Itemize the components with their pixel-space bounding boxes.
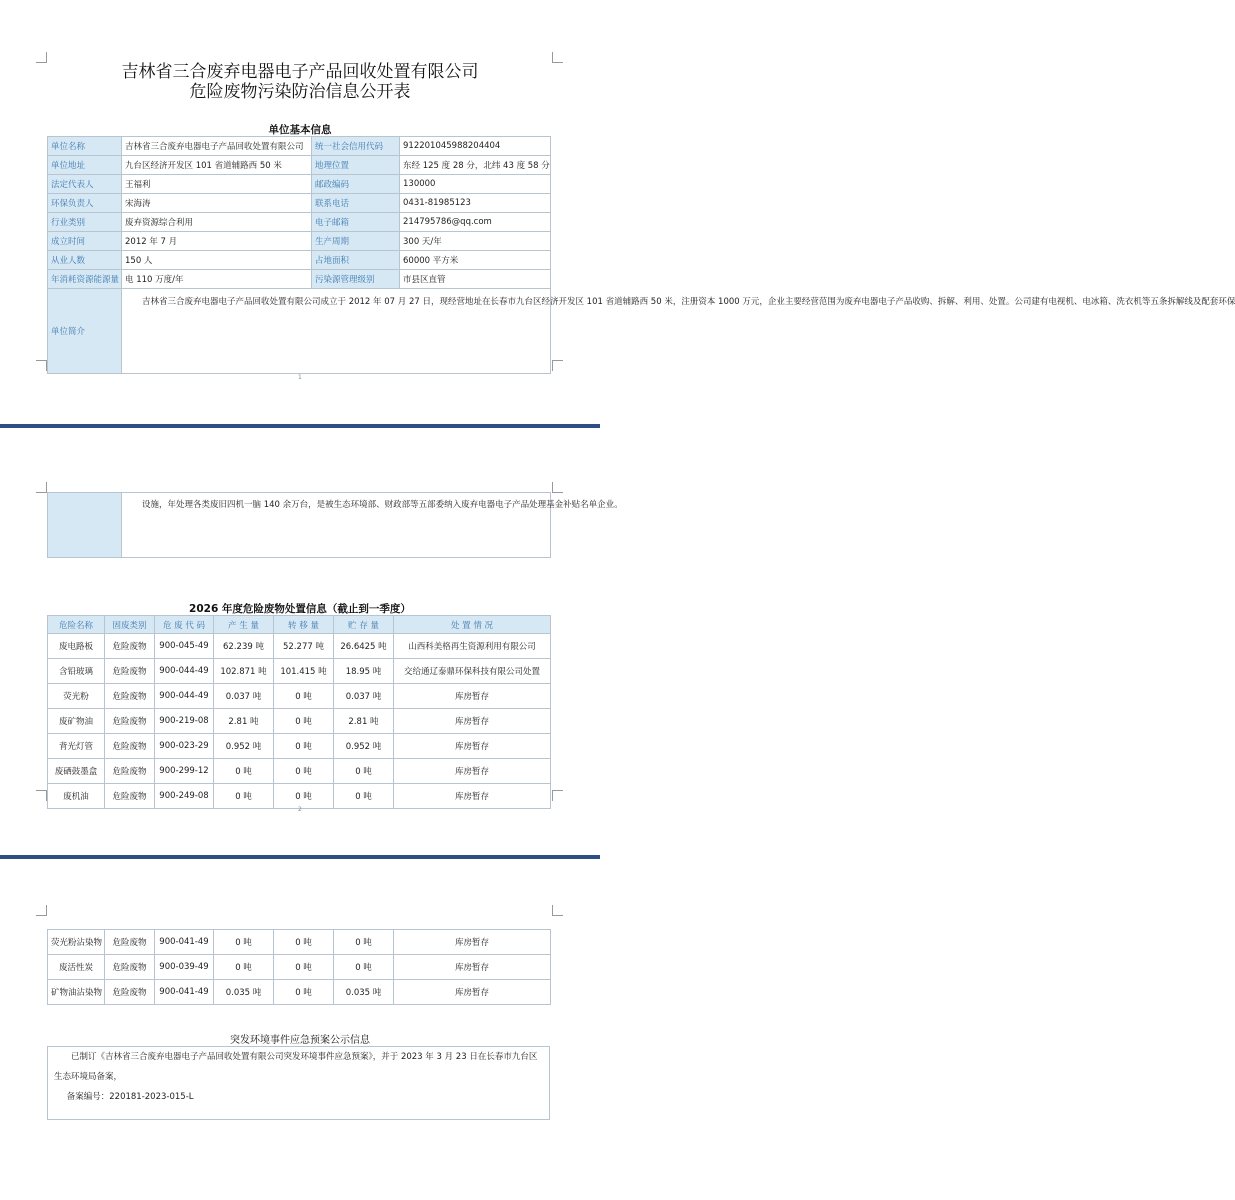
field-label: 单位名称 [48, 137, 122, 156]
table-cell: 2.81 吨 [214, 709, 274, 734]
table-cell: 900-041-49 [155, 980, 214, 1005]
table-cell: 0.952 吨 [334, 734, 394, 759]
field-value: 王福利 [122, 175, 312, 194]
table-cell: 含铅玻璃 [48, 659, 105, 684]
intro-label: 单位简介 [48, 289, 122, 374]
margin-mark [552, 790, 563, 801]
table-header-row [48, 616, 551, 634]
table-cell: 库房暂存 [394, 784, 551, 809]
table-cell: 0.035 吨 [214, 980, 274, 1005]
table-cell: 危险废物 [105, 784, 155, 809]
page-3 [0, 891, 600, 1200]
table-cell: 0 吨 [274, 759, 334, 784]
table-cell: 库房暂存 [394, 734, 551, 759]
table-cell: 0 吨 [214, 930, 274, 955]
table-cell: 库房暂存 [394, 955, 551, 980]
table-cell: 危险废物 [105, 634, 155, 659]
table-cell: 危险废物 [105, 734, 155, 759]
table-row [48, 759, 551, 784]
field-label: 电子邮箱 [312, 213, 400, 232]
table-row [48, 684, 551, 709]
table-cell: 背光灯管 [48, 734, 105, 759]
page-number: 2 [298, 806, 302, 813]
emergency-section-title: 突发环境事件应急预案公示信息 [230, 1035, 370, 1046]
info-row [48, 194, 551, 213]
page-1 [0, 0, 1235, 424]
field-value: 214795786@qq.com [400, 213, 551, 232]
table-cell: 0 吨 [274, 980, 334, 1005]
emergency-info-box [47, 1046, 550, 1120]
table-cell: 0 吨 [274, 955, 334, 980]
info-row [48, 270, 551, 289]
page-2 [0, 460, 623, 855]
field-label: 统一社会信用代码 [312, 137, 400, 156]
table-cell: 0 吨 [274, 734, 334, 759]
table-cell: 62.239 吨 [214, 634, 274, 659]
company-intro-continued: 设施，年处理各类废旧四机一脑 140 余万台，是被生态环境部、财政部等五部委纳入废弃电器电子产品处理基金补贴名单企业。 [122, 493, 551, 558]
info-row [48, 232, 551, 251]
margin-mark [36, 482, 47, 493]
field-label: 成立时间 [48, 232, 122, 251]
intro-label-cell [48, 493, 122, 558]
table-cell: 900-041-49 [155, 930, 214, 955]
table-cell: 0 吨 [274, 709, 334, 734]
info-row [48, 251, 551, 270]
field-label: 年消耗资源能源量 [48, 270, 122, 289]
field-value: 市县区直管 [400, 270, 551, 289]
margin-mark [36, 360, 47, 371]
margin-mark [552, 360, 563, 371]
table-cell: 900-219-08 [155, 709, 214, 734]
table-cell: 危险废物 [105, 709, 155, 734]
table-cell: 危险废物 [105, 759, 155, 784]
margin-mark [36, 905, 47, 916]
field-value: 九台区经济开发区 101 省道辅路西 50 米 [122, 156, 312, 175]
table-row [48, 709, 551, 734]
table-cell: 矿物油沾染物 [48, 980, 105, 1005]
table-cell: 库房暂存 [394, 709, 551, 734]
table-cell: 0 吨 [214, 759, 274, 784]
table-cell: 危险废物 [105, 980, 155, 1005]
table-row [48, 955, 551, 980]
field-label: 从业人数 [48, 251, 122, 270]
table-cell: 荧光粉沾染物 [48, 930, 105, 955]
table-cell: 900-039-49 [155, 955, 214, 980]
table-cell: 库房暂存 [394, 684, 551, 709]
table-cell: 900-249-08 [155, 784, 214, 809]
table-row [48, 784, 551, 809]
table-cell: 900-299-12 [155, 759, 214, 784]
field-value: 912201045988204404 [400, 137, 551, 156]
table-cell: 废机油 [48, 784, 105, 809]
company-intro: 吉林省三合废弃电器电子产品回收处置有限公司成立于 2012 年 07 月 27 日，现经营地址在长春市九台区经济开发区 101 省道辅路西 50 米，注册资本 1000 万元，企业主要经营范围为废弃电器电子产品收购、拆解、利用、处置。公司建有电视机、电冰箱、洗衣机等五条拆解线及配套环保 [122, 289, 551, 374]
field-label: 联系电话 [312, 194, 400, 213]
page-gap [0, 424, 600, 464]
table-cell: 危险废物 [105, 955, 155, 980]
field-value: 宋海涛 [122, 194, 312, 213]
table-cell: 交给通辽泰鼎环保科技有限公司处置 [394, 659, 551, 684]
table-cell: 库房暂存 [394, 980, 551, 1005]
column-header: 处 置 情 况 [394, 616, 551, 634]
basic-info-title: 单位基本信息 [268, 124, 332, 136]
table-cell: 102.871 吨 [214, 659, 274, 684]
table-cell: 0.035 吨 [334, 980, 394, 1005]
table-cell: 0.037 吨 [334, 684, 394, 709]
table-cell: 0 吨 [214, 955, 274, 980]
table-cell: 库房暂存 [394, 930, 551, 955]
field-label: 邮政编码 [312, 175, 400, 194]
document-title-line1: 吉林省三合废弃电器电子产品回收处置有限公司 [121, 62, 479, 82]
basic-info-table-continued [47, 492, 623, 558]
field-value: 0431-81985123 [400, 194, 551, 213]
table-cell: 0 吨 [214, 784, 274, 809]
table-row [48, 659, 551, 684]
table-cell: 26.6425 吨 [334, 634, 394, 659]
table-cell: 900-023-29 [155, 734, 214, 759]
table-cell: 2.81 吨 [334, 709, 394, 734]
field-label: 环保负责人 [48, 194, 122, 213]
margin-mark [36, 790, 47, 801]
table-cell: 山西科美格再生资源利用有限公司 [394, 634, 551, 659]
page-gap [0, 855, 600, 895]
field-value: 60000 平方米 [400, 251, 551, 270]
field-label: 行业类别 [48, 213, 122, 232]
field-label: 污染源管理级别 [312, 270, 400, 289]
field-label: 地理位置 [312, 156, 400, 175]
table-cell: 危险废物 [105, 684, 155, 709]
table-cell: 900-044-49 [155, 659, 214, 684]
hazardous-waste-table [47, 615, 551, 809]
table-cell: 900-044-49 [155, 684, 214, 709]
table-cell: 900-045-49 [155, 634, 214, 659]
filing-number: 备案编号：220181-2023-015-L [66, 1092, 194, 1102]
field-value: 300 天/年 [400, 232, 551, 251]
table-row [48, 634, 551, 659]
field-label: 生产周期 [312, 232, 400, 251]
field-label: 法定代表人 [48, 175, 122, 194]
field-value: 电 110 万度/年 [122, 270, 312, 289]
table-cell: 废矿物油 [48, 709, 105, 734]
table-cell: 危险废物 [105, 930, 155, 955]
table-cell: 18.95 吨 [334, 659, 394, 684]
table-cell: 0 吨 [274, 784, 334, 809]
table-cell: 废硒鼓墨盒 [48, 759, 105, 784]
hazardous-waste-table-continued [47, 929, 551, 1005]
column-header: 转 移 量 [274, 616, 334, 634]
table-row [48, 980, 551, 1005]
field-value: 废弃资源综合利用 [122, 213, 312, 232]
table-cell: 0 吨 [334, 784, 394, 809]
field-value: 东经 125 度 28 分，北纬 43 度 58 分 [400, 156, 551, 175]
column-header: 固废类别 [105, 616, 155, 634]
table-cell: 废电路板 [48, 634, 105, 659]
table-cell: 废活性炭 [48, 955, 105, 980]
info-row [48, 213, 551, 232]
margin-mark [552, 482, 563, 493]
waste-section-title: 2026 年度危险废物处置信息（截止到一季度） [189, 603, 411, 615]
table-cell: 0.037 吨 [214, 684, 274, 709]
table-cell: 0.952 吨 [214, 734, 274, 759]
info-row [48, 156, 551, 175]
field-label: 单位地址 [48, 156, 122, 175]
document-title-line2: 危险废物污染防治信息公开表 [189, 82, 411, 102]
field-label: 占地面积 [312, 251, 400, 270]
column-header: 贮 存 量 [334, 616, 394, 634]
intro-row [48, 289, 551, 374]
field-value: 2012 年 7 月 [122, 232, 312, 251]
table-row [48, 734, 551, 759]
table-cell: 荧光粉 [48, 684, 105, 709]
table-cell: 0 吨 [274, 684, 334, 709]
table-cell: 0 吨 [334, 955, 394, 980]
table-cell: 危险废物 [105, 659, 155, 684]
table-cell: 52.277 吨 [274, 634, 334, 659]
column-header: 危险名称 [48, 616, 105, 634]
info-row [48, 137, 551, 156]
field-value: 130000 [400, 175, 551, 194]
table-cell: 101.415 吨 [274, 659, 334, 684]
field-value: 150 人 [122, 251, 312, 270]
table-cell: 0 吨 [274, 930, 334, 955]
info-row [48, 175, 551, 194]
table-cell: 库房暂存 [394, 759, 551, 784]
page-number: 1 [298, 374, 302, 381]
column-header: 产 生 量 [214, 616, 274, 634]
table-cell: 0 吨 [334, 930, 394, 955]
basic-info-table [47, 136, 1235, 374]
emergency-plan-text: 已制订《吉林省三合废弃电器电子产品回收处置有限公司突发环境事件应急预案》，并于 2023 年 3 月 23 日在长春市九台区生态环境局备案， [54, 1052, 538, 1082]
table-row [48, 930, 551, 955]
table-cell: 0 吨 [334, 759, 394, 784]
field-value: 吉林省三合废弃电器电子产品回收处置有限公司 [122, 137, 312, 156]
margin-mark [552, 905, 563, 916]
column-header: 危 废 代 码 [155, 616, 214, 634]
